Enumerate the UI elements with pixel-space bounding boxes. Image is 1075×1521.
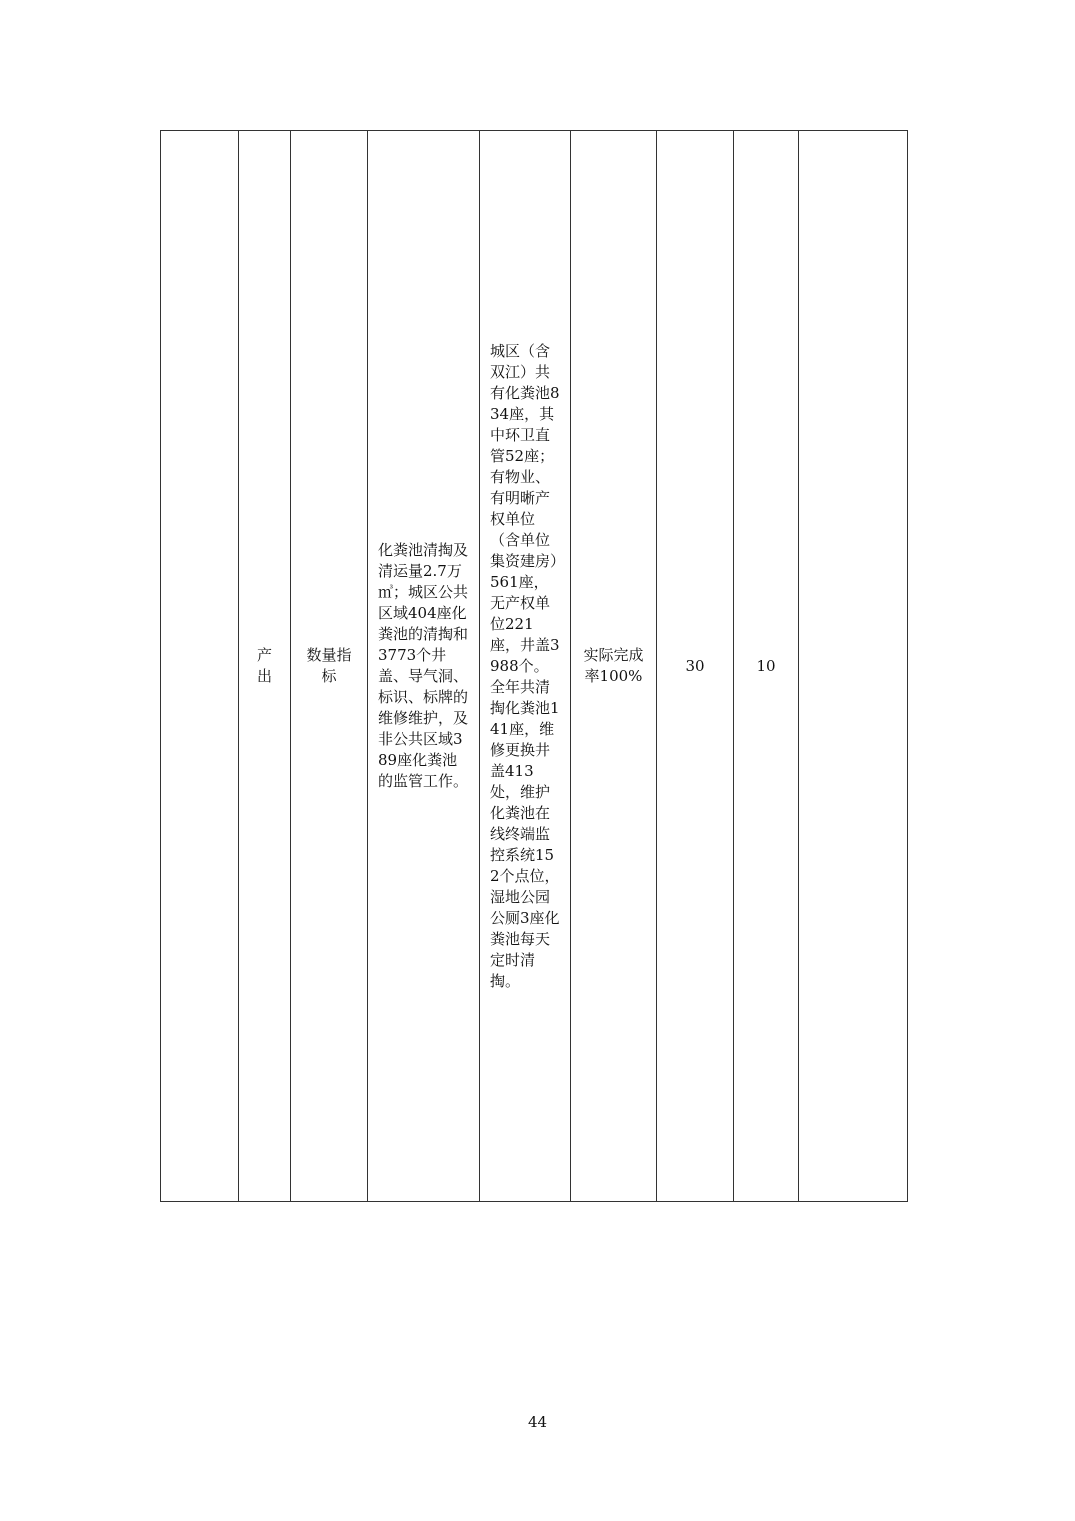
- cell-completion-rate: 实际完成率100%: [571, 131, 657, 1202]
- cell-first-level: [161, 131, 239, 1202]
- table-row: [161, 131, 908, 1202]
- cell-weight: 30: [657, 131, 734, 1202]
- cell-target-value: 化粪池清掏及清运量2.7万㎥；城区公共区域404座化粪池的清掏和3773个井盖、导气洞、标识、标牌的维修维护，及非公共区域389座化粪池的监管工作。: [368, 131, 480, 1202]
- performance-table: [160, 130, 908, 1202]
- cell-remarks: [799, 131, 908, 1202]
- cell-score: 10: [734, 131, 799, 1202]
- page-number: 44: [527, 1413, 548, 1431]
- cell-indicator-level1: 产出: [239, 131, 291, 1202]
- cell-indicator-level2: 数量指标: [291, 131, 368, 1202]
- cell-actual-value: 城区（含双江）共有化粪池834座，其中环卫直管52座；有物业、有明晰产权单位（含单位集资建房）561座，无产权单位221座，井盖3988个。全年共清掏化粪池141座，维修更换井盖413处，维护化粪池在线终端监控系统152个点位，湿地公园公厕3座化粪池每天定时清掏。: [480, 131, 571, 1202]
